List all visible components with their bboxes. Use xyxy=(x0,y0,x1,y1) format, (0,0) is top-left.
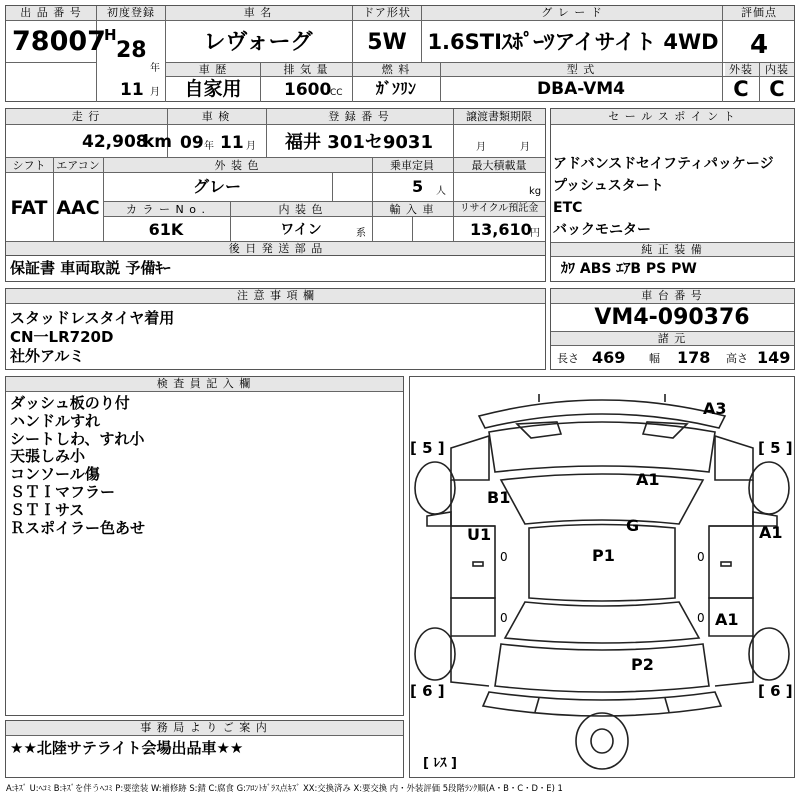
mark-p1: P1 xyxy=(592,546,615,565)
transfer-month-unit: 月 xyxy=(476,142,486,153)
ext-color-label: 外 装 色 xyxy=(214,159,260,172)
transfer-label: 譲渡書類期限 xyxy=(466,110,532,123)
door-label: ドア形状 xyxy=(363,6,411,19)
inspector-note: ＳＴＩサス xyxy=(10,500,85,519)
tire-front-left: [ 5 ] xyxy=(410,439,445,457)
interior-label: 内装 xyxy=(765,63,789,76)
length-value: 469 xyxy=(592,348,626,367)
reg-no-label: 登 録 番 号 xyxy=(328,110,390,123)
import-label: 輸 入 車 xyxy=(389,203,435,216)
door-type: 5W xyxy=(367,30,407,55)
mark-g: G xyxy=(626,516,640,535)
inspector-note: コンソール傷 xyxy=(10,465,100,484)
later-parts-label: 後 日 発 送 部 品 xyxy=(228,242,324,255)
mark-b1: B1 xyxy=(487,488,511,507)
note-item: CN一LR720D xyxy=(10,328,114,346)
interior-color: ワイン xyxy=(280,222,322,238)
reg-year: 28 xyxy=(116,38,147,63)
displacement-label: 排 気 量 xyxy=(283,63,329,76)
month-unit: 月 xyxy=(150,87,160,98)
shift-type: FAT xyxy=(10,197,48,219)
exterior-color: グレー xyxy=(192,177,242,196)
fuel: ｶﾞｿﾘﾝ xyxy=(375,79,417,98)
color-number: 61K xyxy=(148,220,184,239)
genuine-equipment: ｶﾜ ABS ｴｱB PS PW xyxy=(561,261,697,277)
mark-a1-hood: A1 xyxy=(636,470,660,489)
exterior-grade: C xyxy=(733,77,749,101)
registration-number: 福井 301セ9031 xyxy=(285,132,433,153)
inspector-label: 検 査 員 記 入 欄 xyxy=(156,377,252,390)
zero-mark: 0 xyxy=(697,550,705,564)
genuine-label: 純 正 装 備 xyxy=(641,243,703,256)
tire-front-right: [ 5 ] xyxy=(758,439,793,457)
mileage-label: 走 行 xyxy=(71,110,101,123)
notes-list xyxy=(10,309,174,366)
recycle-label: リサイクル預託金 xyxy=(459,203,539,214)
sales-points-list xyxy=(553,153,774,241)
displacement: 1600 xyxy=(284,80,332,100)
model-code: DBA-VM4 xyxy=(537,79,625,99)
inspection-label: 車 検 xyxy=(201,110,231,123)
kg-unit: kg xyxy=(529,186,542,197)
width-label: 幅 xyxy=(649,352,660,365)
recycle-fee: 13,610 xyxy=(470,220,532,239)
notes-label: 注 意 事 項 欄 xyxy=(237,289,315,302)
insp-year-unit: 年 xyxy=(204,141,214,152)
tire-rear-left: [ 6 ] xyxy=(410,682,445,700)
dims-label: 諸 元 xyxy=(657,332,687,345)
insp-month-unit: 月 xyxy=(246,141,256,152)
inspector-note: 天張しみ小 xyxy=(10,447,86,466)
sales-point-item: ETC xyxy=(553,200,583,216)
car-name-label: 車 名 xyxy=(243,6,273,19)
yen-unit: 円 xyxy=(530,228,540,239)
year-unit: 年 xyxy=(150,63,160,74)
max-load-label: 最大積載量 xyxy=(471,159,527,172)
shift-label: シフト xyxy=(12,159,46,172)
lot-no: 78007 xyxy=(12,26,106,57)
cc-unit: CC xyxy=(330,88,343,98)
km-unit: km xyxy=(143,132,173,152)
note-item: スタッドレスタイヤ着用 xyxy=(10,309,175,327)
chassis-label: 車 台 番 号 xyxy=(641,289,703,302)
reg-month: 11 xyxy=(120,80,144,100)
height-label: 高さ xyxy=(726,352,748,365)
grade-label: グ レ ー ド xyxy=(541,6,603,19)
tire-rear-right: [ 6 ] xyxy=(758,682,793,700)
grade: 1.6STIｽﾎﾟｰﾂアイサイト 4WD xyxy=(427,30,719,54)
car-outline-diagram xyxy=(409,376,795,778)
sales-points-label: セ ー ル ス ポ イ ン ト xyxy=(608,110,736,123)
transfer-day-unit: 月 xyxy=(520,142,530,153)
note-item: 社外アルミ xyxy=(10,347,85,365)
spare-tire: [ ﾚｽ ] xyxy=(423,756,457,771)
insp-month: 11 xyxy=(220,133,244,153)
sales-point-item: バックモニター xyxy=(553,222,651,238)
sales-point-item: アドバンスドセイフティパッケージ xyxy=(553,156,774,172)
inspector-note: シートしわ、すれ小 xyxy=(10,429,145,448)
color-no-label: カ ラ ー N o . xyxy=(126,203,206,216)
score-label: 評価点 xyxy=(741,6,777,19)
era: H xyxy=(104,26,117,44)
sales-point-item: プッシュスタート xyxy=(553,178,664,194)
ac-type: AAC xyxy=(56,197,100,219)
capacity: 5 xyxy=(412,177,424,196)
interior-grade: C xyxy=(769,77,785,101)
legend-text: A:ｷｽﾞ U:ﾍｺﾐ B:ｷｽﾞを伴うﾍｺﾐ P:要塗装 W:補修跡 S:錆 C:腐食 G:ﾌﾛﾝﾄｶﾞﾗｽ点ｷｽﾞ XX:交換済み X:要交換 内・外装評価 5段階ﾗﾝｸ順(A・B・C・D・E) 1 xyxy=(6,783,563,793)
lot-no-label: 出 品 番 号 xyxy=(20,6,82,19)
zero-mark: 0 xyxy=(500,611,508,625)
capacity-label: 乗車定員 xyxy=(390,159,434,172)
length-label: 長さ xyxy=(557,352,579,365)
mileage: 42,908 xyxy=(82,132,148,152)
zero-mark: 0 xyxy=(697,611,705,625)
inspector-note: ダッシュ板のり付 xyxy=(10,394,130,412)
mark-a1-rear: A1 xyxy=(715,610,739,629)
int-color-label: 内 装 色 xyxy=(278,203,324,216)
zero-mark: 0 xyxy=(500,550,508,564)
mark-u1: U1 xyxy=(467,525,492,544)
history-label: 車 歴 xyxy=(198,63,228,76)
office-label: 事 務 局 よ り ご 案 内 xyxy=(140,721,268,734)
ac-label: エアコン xyxy=(56,159,100,172)
series-unit: 系 xyxy=(356,228,366,239)
mark-a1-right: A1 xyxy=(759,523,783,542)
score: 4 xyxy=(749,30,769,60)
height-value: 149 xyxy=(757,348,791,367)
later-parts: 保証書 車両取説 予備ｷｰ xyxy=(10,259,171,277)
office-message: ★★北陸サテライト会場出品車★★ xyxy=(10,739,244,757)
spec-block xyxy=(5,108,546,256)
car-name: レヴォーグ xyxy=(203,30,313,55)
insp-year: 09 xyxy=(180,133,204,153)
mark-p2: P2 xyxy=(631,655,654,674)
width-value: 178 xyxy=(677,348,711,367)
chassis-number: VM4-090376 xyxy=(594,305,750,330)
inspector-note: ハンドルすれ xyxy=(10,411,101,430)
car-history: 自家用 xyxy=(184,78,242,100)
mark-a3: A3 xyxy=(703,399,727,418)
exterior-label: 外装 xyxy=(729,63,753,76)
inspector-notes-list xyxy=(10,395,145,537)
fuel-label: 燃 料 xyxy=(381,63,411,76)
inspector-note: ＳＴＩマフラー xyxy=(10,482,116,501)
first-reg-label: 初度登録 xyxy=(107,6,155,19)
model-label: 型 式 xyxy=(566,63,596,76)
inspector-note: Ｒスポイラー色あせ xyxy=(10,518,146,537)
person-unit: 人 xyxy=(436,186,446,197)
